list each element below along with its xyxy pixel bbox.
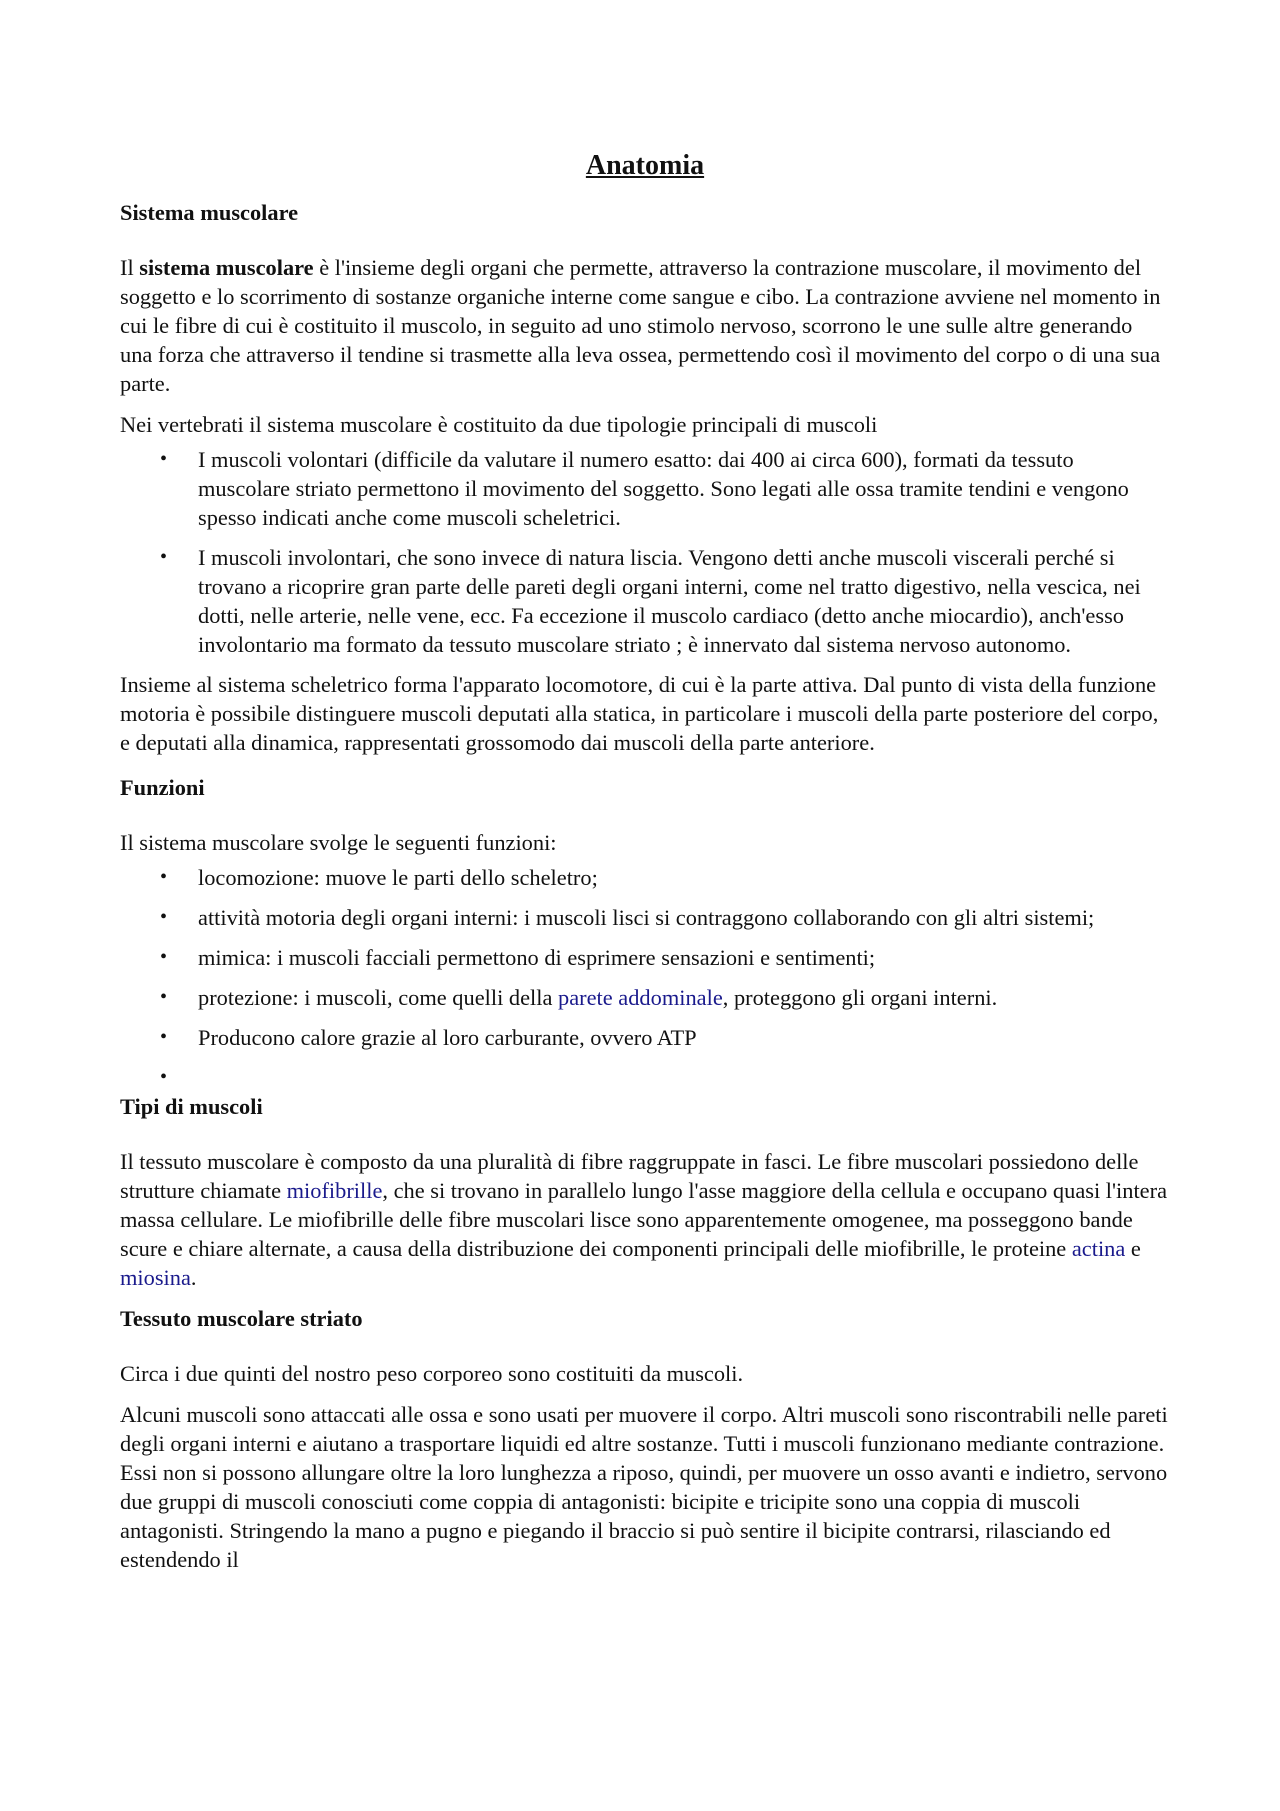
list-item-text: protezione: i muscoli, come quelli della (198, 985, 559, 1010)
list-item (120, 543, 1170, 659)
bullet-glyph: • (160, 448, 168, 470)
list-item-text: Producono calore grazie al loro carburante, ovvero ATP (198, 1025, 697, 1050)
link-parete-addominale[interactable]: parete addominale (558, 985, 723, 1010)
bullet-glyph: • (160, 1066, 168, 1088)
muscle-types-list (120, 445, 1170, 659)
document-title: Anatomia (585, 150, 705, 181)
list-item (120, 445, 1170, 532)
list-item (120, 943, 1170, 972)
list-item (120, 1023, 1170, 1052)
list-item-text: mimica: i muscoli facciali permettono di esprimere sensazioni e sentimenti; (198, 945, 876, 970)
list-item (120, 903, 1170, 932)
bullet-glyph: • (160, 1026, 168, 1048)
link-miofibrille[interactable]: miofibrille (286, 1178, 383, 1203)
section-heading-sistema-muscolare: Sistema muscolare (120, 200, 299, 225)
bullet-glyph: • (160, 986, 168, 1008)
list-item-text: attività motoria degli organi interni: i muscoli lisci si contraggono collaborando con gli altri sistemi; (198, 905, 1095, 930)
link-actina[interactable]: actina (1071, 1236, 1126, 1261)
text-span: è l'insieme degli organi che permette, attraverso la contrazione muscolare, il movimento del soggetto e lo scorrimento di sostanze organiche interne come sangue e cibo. La contrazione avviene nel momento in cui le fibre di cui è costituito il muscolo, in seguito ad uno stimolo nervoso, scorrono le une sulle altre generando una forza che attraverso il tendine si trasmette alla leva ossea, permettendo così il movimento del corpo o di una sua parte. (120, 255, 1161, 396)
list-item (120, 983, 1170, 1012)
document-page (120, 148, 1170, 1574)
bullet-glyph: • (160, 946, 168, 968)
bullet-glyph: • (160, 906, 168, 928)
text-span: , che si trovano in parallelo lungo l'asse maggiore della cellula e occupano quasi l'intera massa cellulare. Le miofibrille delle fibre muscolari lisce sono apparentemente omogenee, ma posseggono bande scure e chiare alternate, a causa della distribuzione dei componenti principali delle miofibrille, le proteine (120, 1178, 1168, 1261)
text-span: . (190, 1265, 197, 1290)
list-item-text: , proteggono gli organi interni. (722, 985, 998, 1010)
text-span: Il tessuto muscolare è composto da una pluralità di fibre raggruppate in fasci. Le fibre muscolari possiedono delle strutture chiamate (120, 1149, 1139, 1203)
list-item (120, 863, 1170, 892)
text-span: e (1125, 1236, 1141, 1261)
list-item-text: I muscoli involontari, che sono invece di natura liscia. Vengono detti anche muscoli viscerali perché si trovano a ricoprire gran parte delle pareti degli organi interni, come nel tratto digestivo, nella vescica, nei dotti, nelle arterie, nelle vene, ecc. Fa eccezione il muscolo cardiaco (detto anche miocardio), anch'esso involontario ma formato da tessuto muscolare striato ; è innervato dal sistema nervoso autonomo. (198, 545, 1141, 657)
paragraph-intro (120, 253, 1170, 398)
bullet-glyph: • (160, 546, 168, 568)
list-item-empty (120, 1063, 1170, 1092)
paragraph-tessuto-muscolare (120, 1147, 1170, 1292)
section-heading-tipi-di-muscoli: Tipi di muscoli (120, 1094, 263, 1119)
section-heading-funzioni: Funzioni (120, 775, 205, 800)
paragraph-antagonisti: Alcuni muscoli sono attaccati alle ossa e sono usati per muovere il corpo. Altri muscoli sono riscontrabili nelle pareti degli organi interni e aiutano a trasportare liquidi ed altre sostanze. Tutti i muscoli funzionano mediante contrazione. Essi non si possono allungare oltre la loro lunghezza a riposo, quindi, per muovere un osso avanti e indietro, servono due gruppi di muscoli conosciuti come coppia di antagonisti: bicipite e tricipite sono una coppia di muscoli antagonisti. Stringendo la mano a pugno e piegando il braccio si può sentire il bicipite contrarsi, rilasciando ed estendendo il (120, 1402, 1168, 1572)
bullet-glyph: • (160, 866, 168, 888)
paragraph-funzioni-intro: Il sistema muscolare svolge le seguenti funzioni: (120, 830, 557, 855)
section-heading-tessuto-striato: Tessuto muscolare striato (120, 1306, 363, 1331)
list-item-text: I muscoli volontari (difficile da valutare il numero esatto: dai 400 ai circa 600), formati da tessuto muscolare striato permettono il movimento del soggetto. Sono legati alle ossa tramite tendini e vengono spesso indicati anche come muscoli scheletrici. (198, 447, 1129, 530)
text-span: Il (120, 255, 140, 280)
list-item-text: locomozione: muove le parti dello scheletro; (198, 865, 598, 890)
paragraph-vertebrati: Nei vertebrati il sistema muscolare è costituito da due tipologie principali di muscoli (120, 412, 878, 437)
link-miosina[interactable]: miosina (120, 1265, 191, 1290)
bold-term: sistema muscolare (139, 255, 314, 280)
paragraph-apparato-locomotore: Insieme al sistema scheletrico forma l'apparato locomotore, di cui è la parte attiva. Dal punto di vista della funzione motoria è possibile distinguere muscoli deputati alla statica, in particolare i muscoli della parte posteriore del corpo, e deputati alla dinamica, rappresentati grossomodo dai muscoli della parte anteriore. (120, 672, 1159, 755)
paragraph-peso-corporeo: Circa i due quinti del nostro peso corporeo sono costituiti da muscoli. (120, 1361, 744, 1386)
functions-list (120, 863, 1170, 1092)
